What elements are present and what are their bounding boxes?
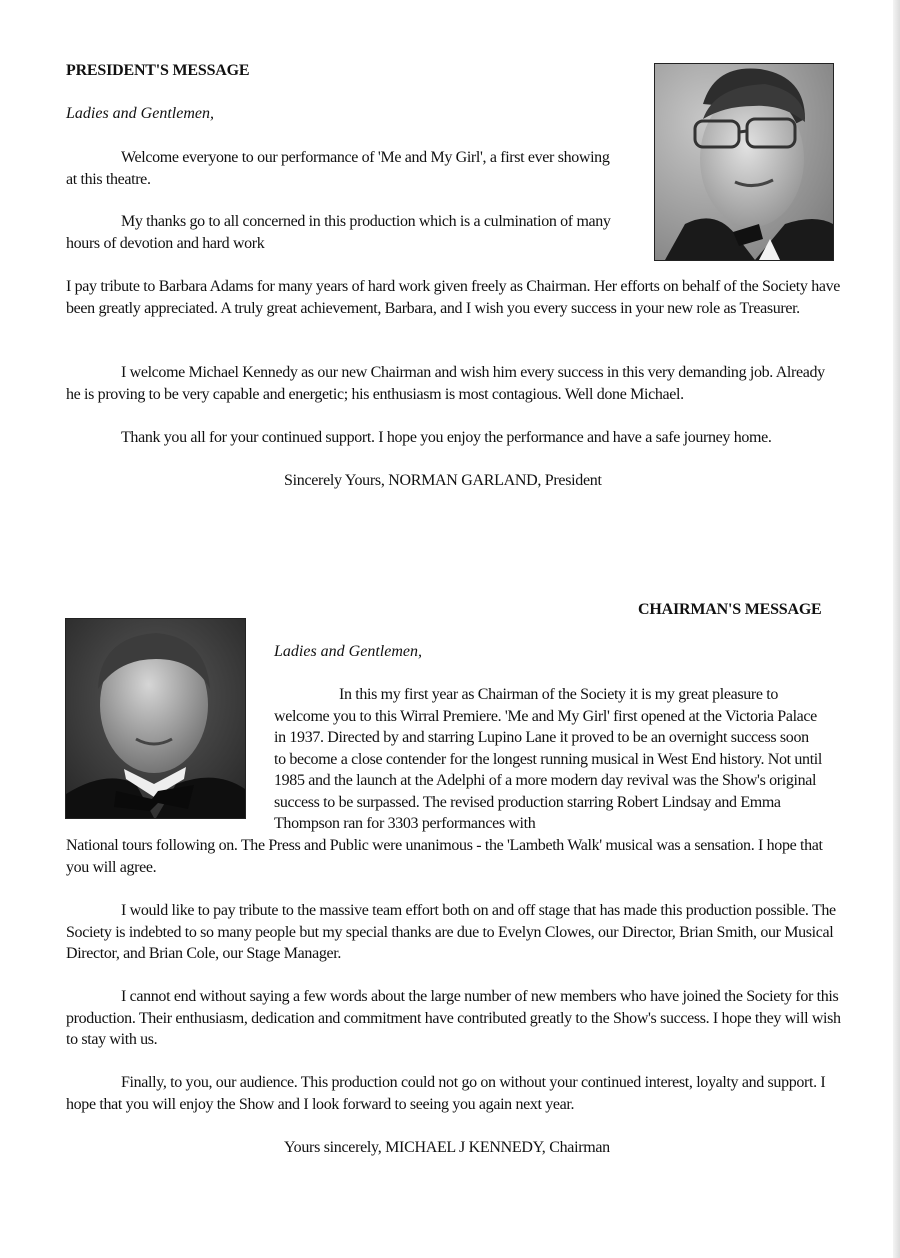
chairman-paragraph-intro-continued: National tours following on. The Press and Public were unanimous - the 'Lambeth Walk' musical was a sensation. I hope that you will agree. xyxy=(66,837,823,876)
chairman-paragraph-new-members: I cannot end without saying a few words about the large number of new members who have joined the Society for this production. Their enthusiasm, dedication and commitment have contributed greatly to the Show's success. I hope they will wish to stay with us. xyxy=(66,988,841,1048)
chairman-photo xyxy=(65,618,246,819)
president-paragraph-welcome-chairman: I welcome Michael Kennedy as our new Chairman and wish him every success in this very demanding job. Already he is proving to be very capable and energetic; his enthusiasm is most contagious. Well done Michael. xyxy=(66,364,825,403)
president-paragraph-tribute: I pay tribute to Barbara Adams for many years of hard work given freely as Chairman. Her efforts on behalf of the Society have been greatly appreciated. A truly great achievement, Barbara, and I wish you every success in your new role as Treasurer. xyxy=(66,278,840,317)
chairman-heading: CHAIRMAN'S MESSAGE xyxy=(638,601,822,618)
chairman-portrait-image xyxy=(66,619,245,818)
chairman-salutation: Ladies and Gentlemen, xyxy=(274,643,422,660)
president-paragraph-welcome: Welcome everyone to our performance of 'Me and My Girl', a first ever showing at this theatre. xyxy=(66,149,610,188)
president-photo xyxy=(654,63,834,261)
chairman-signoff: Yours sincerely, MICHAEL J KENNEDY, Chairman xyxy=(284,1139,610,1156)
president-paragraph-closing: Thank you all for your continued support. I hope you enjoy the performance and have a safe journey home. xyxy=(121,429,772,446)
president-salutation: Ladies and Gentlemen, xyxy=(66,105,214,122)
president-paragraph-thanks: My thanks go to all concerned in this production which is a culmination of many hours of devotion and hard work xyxy=(66,213,611,252)
page-edge xyxy=(893,0,900,1258)
chairman-paragraph-audience: Finally, to you, our audience. This production could not go on without your continued interest, loyalty and support. I hope that you will enjoy the Show and I look forward to seeing you again next year. xyxy=(66,1074,826,1113)
president-heading: PRESIDENT'S MESSAGE xyxy=(66,62,250,79)
president-portrait-image xyxy=(655,64,833,260)
chairman-paragraph-tribute: I would like to pay tribute to the massive team effort both on and off stage that has made this production possible. The Society is indebted to so many people but my special thanks are due to Evelyn Clowes, our Director, Brian Smith, our Musical Director, and Brian Cole, our Stage Manager. xyxy=(66,902,836,962)
president-signoff: Sincerely Yours, NORMAN GARLAND, President xyxy=(284,472,602,489)
chairman-paragraph-intro: In this my first year as Chairman of the Society it is my great pleasure to welcome you to this Wirral Premiere. 'Me and My Girl' first opened at the Victoria Palace in 1937. Directed by and starring Lupino Lane it proved to be an overnight success soon to become a close contender for the longest running musical in West End history. Not until 1985 and the launch at the Adelphi of a more modern day revival was the Show's original success to be surpassed. The revised production starring Robert Lindsay and Emma Thompson ran for 3303 performances with xyxy=(274,686,822,832)
